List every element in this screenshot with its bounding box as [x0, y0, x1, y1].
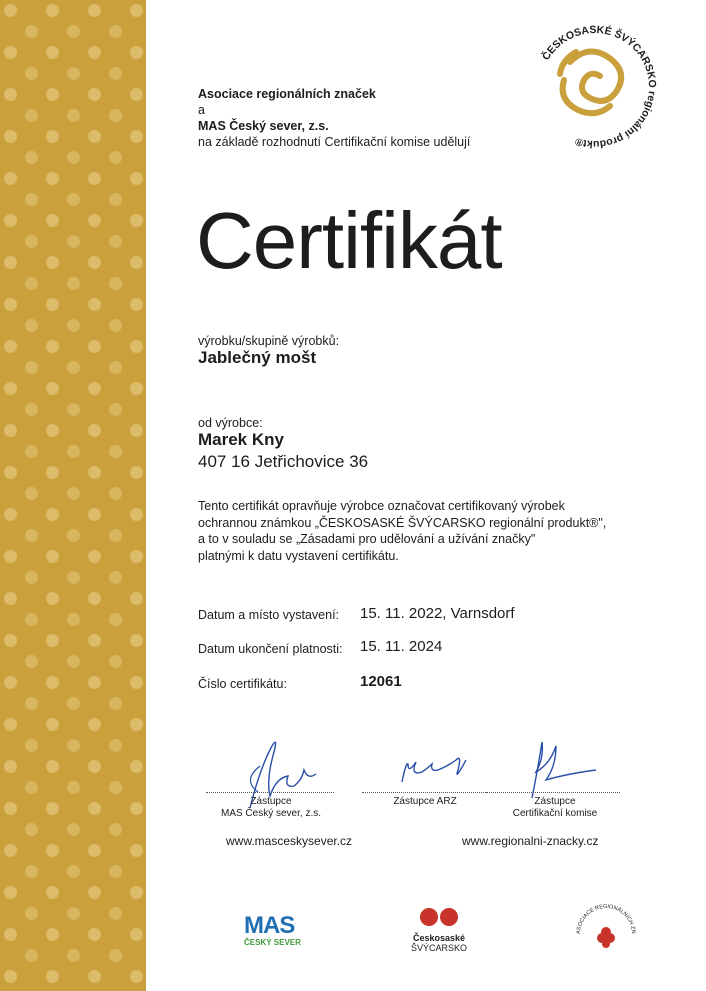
signature-line — [362, 792, 490, 793]
statement-line: ochrannou známkou „ČESKOSASKÉ ŠVÝCARSKO regionální produkt®", — [198, 515, 607, 530]
issuer-statement: na základě rozhodnutí Certifikační komise udělují — [198, 135, 471, 149]
decorative-gold-stripe — [0, 0, 146, 991]
signature-line — [486, 792, 620, 793]
issuer-conjunction: a — [198, 103, 205, 117]
mas-cesky-sever-logo — [244, 914, 308, 948]
certificate-number-label: Číslo certifikátu: — [198, 677, 287, 691]
issuer-org-2: MAS Český sever, z.s. — [198, 119, 329, 133]
cs-logo-line1: Českosaské — [412, 933, 466, 943]
caption-line: Zástupce ARZ — [393, 796, 457, 807]
signature-line — [206, 792, 334, 793]
product-label: výrobku/skupině výrobků: — [198, 334, 340, 348]
certificate-title: Certifikát — [196, 196, 502, 285]
signature-caption-commission — [488, 796, 622, 820]
statement-line: platnými k datu vystavení certifikátu. — [198, 548, 399, 563]
expiry-label: Datum ukončení platnosti: — [198, 642, 343, 656]
issuer-block — [198, 86, 470, 150]
red-circles-icon — [417, 906, 461, 928]
signature-caption-mas — [206, 796, 336, 820]
product-value: Jablečný mošt — [198, 348, 317, 367]
statement-line: Tento certifikát opravňuje výrobce označovat certifikovaný výrobek — [198, 499, 565, 513]
caption-line: Certifikační komise — [512, 808, 598, 819]
certificate-number-value: 12061 — [360, 673, 402, 690]
url-mas: www.masceskysever.cz — [226, 834, 353, 848]
signature-caption-arz — [360, 796, 490, 808]
statement-line: a to v souladu se „Zásadami pro udělování a užívání značky" — [198, 532, 536, 546]
caption-line: Zástupce — [250, 796, 292, 807]
issuer-org-1: Asociace regionálních značek — [198, 87, 376, 101]
issued-label: Datum a místo vystavení: — [198, 608, 340, 622]
caption-line: Zástupce — [534, 796, 576, 807]
producer-address: 407 16 Jetřichovice 36 — [198, 452, 369, 471]
svg-text:ČESKOSASKÉ ŠVÝCARSKO regionáln — [539, 24, 658, 150]
mas-logo-sub: ČESKÝ SEVER — [244, 938, 301, 947]
arz-ring-text: ASOCIACE REGIONÁLNÍCH ZN — [575, 903, 637, 935]
certificate-statement — [198, 498, 638, 564]
mas-logo-main: MAS — [244, 912, 295, 939]
logo-ring-text: ČESKOSASKÉ ŠVÝCARSKO regionální produkt® — [540, 23, 659, 151]
expiry-value: 15. 11. 2024 — [360, 638, 443, 655]
cs-logo-line2: ŠVÝCARSKO — [410, 943, 468, 953]
signature-arz — [392, 752, 482, 792]
producer-name: Marek Kny — [198, 430, 284, 449]
producer-label: od výrobce: — [198, 416, 263, 430]
caption-line: MAS Český sever, z.s. — [220, 808, 322, 819]
ceskosaske-svycarsko-logo — [530, 22, 660, 152]
issued-value: 15. 11. 2022, Varnsdorf — [360, 605, 515, 622]
ceskosaske-svycarsko-small-logo — [404, 906, 474, 953]
url-arz: www.regionalni-znacky.cz — [462, 834, 599, 848]
arz-logo — [574, 902, 638, 966]
